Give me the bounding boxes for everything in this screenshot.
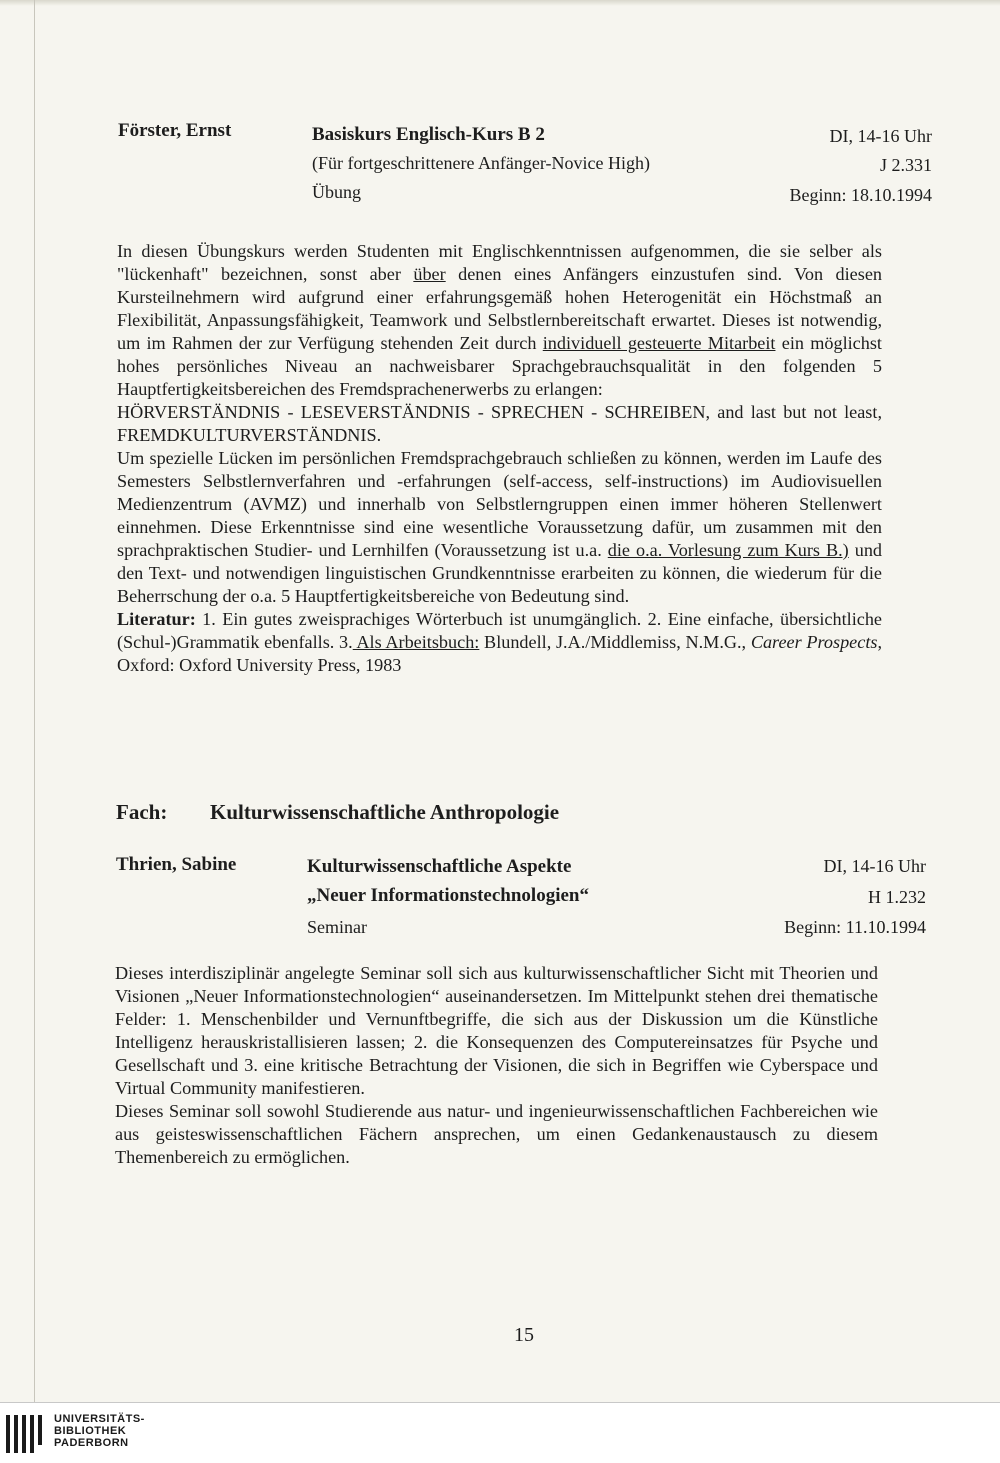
section-name: Kulturwissenschaftliche Anthropologie bbox=[210, 800, 560, 824]
literature-text: 1. Ein gutes zweisprachiges Wörterbuch ist unumgänglich. 2. Eine einfache, übersichtliche (Schul-)Grammatik ebenfalls. 3. bbox=[117, 609, 882, 652]
page-top-edge bbox=[0, 0, 1000, 6]
literature-underlined: Als Arbeitsbuch: bbox=[352, 632, 480, 652]
section-label: Fach: bbox=[116, 800, 168, 824]
course1-title: Basiskurs Englisch-Kurs B 2 bbox=[312, 124, 545, 145]
course1-skills: HÖRVERSTÄNDNIS - LESEVERSTÄNDNIS - SPRECHEN - SCHREIBEN, and last but not least, FREMDKULTURVERSTÄNDNIS. bbox=[117, 402, 882, 445]
desc-text: Um spezielle Lücken im persönlichen Fremdsprachgebrauch schließen zu können, werden im Laufe des Semesters Selbstlernverfahren und -erfahrungen (self-access, self-instructions) im Audiovisuellen Medienzentrum (AVMZ) und innerhalb von Selbstlerngruppen einen immer höheren Stellenwert einnehmen. Diese Erkenntnisse sind eine wesentliche Voraussetzung dafür, um zusammen mit den sprachpraktischen Studier- und Lernhilfen (Voraussetzung ist u.a. bbox=[117, 448, 882, 560]
course1-start: Beginn: 18.10.1994 bbox=[789, 185, 932, 205]
course2-lecturer: Thrien, Sabine bbox=[116, 854, 237, 875]
course2-time: DI, 14-16 Uhr bbox=[823, 856, 926, 876]
course1-desc-paragraph bbox=[117, 447, 882, 608]
desc-underlined-text: individuell gesteuerte Mitarbeit bbox=[542, 333, 776, 353]
desc-text: denen eines Anfängers einzustufen sind. Von diesen Kursteilnehmern wird aufgrund einer erfahrungsgemäß hohen Heterogenität ein Höchstmaß an Flexibilität, Anpassungsfähigkeit, Teamwork und Selbstlernbereitschaft erwartet. Dieses ist notwendig, um im Rahmen der zur Verfügung stehenden Zeit durch bbox=[117, 264, 882, 353]
library-logo-icon bbox=[6, 1415, 48, 1453]
literature-text: Blundell, J.A./Middlemiss, N.M.G., bbox=[479, 632, 751, 652]
logo-line-3: PADERBORN bbox=[54, 1437, 129, 1449]
desc-underlined-text: die o.a. Vorlesung zum Kurs B.) bbox=[607, 540, 849, 560]
course2-desc-paragraph-2: Dieses Seminar soll sowohl Studierende aus natur- und ingenieurwissenschaftlichen Fachbereichen wie aus geisteswissenschaftlichen Fächern ansprechen, um einen Gedankenaustausch zu diesem Themenbereich zu ermöglichen. bbox=[115, 1101, 878, 1167]
course1-subtitle: (Für fortgeschrittenere Anfänger-Novice High) bbox=[312, 153, 651, 173]
library-footer bbox=[0, 1402, 1000, 1463]
course2-type: Seminar bbox=[307, 917, 367, 937]
course2-title-line1: Kulturwissenschaftliche Aspekte bbox=[307, 856, 572, 877]
page-fold-line bbox=[34, 0, 35, 1402]
literature-book-title: Career Prospects bbox=[750, 632, 878, 652]
course2-desc-paragraph-1: Dieses interdisziplinär angelegte Seminar soll sich aus kulturwissenschaftlicher Sicht mit Theorien und Visionen „Neuer Informationstechnologien“ auseinandersetzen. Im Mittelpunkt stehen drei thematische Felder: 1. Menschenbilder und Vernunftbegriffe, die sich aus der Diskussion um die Künstliche Intelligenz herauskristallisieren lassen; 2. die Konsequenzen des Computereinsatzes für Psyche und Gesellschaft und 3. eine kritische Betrachtung der Visionen, die sich in Begriffen wie Cyberspace und Virtual Community manifestieren. bbox=[115, 963, 878, 1098]
library-logo-text bbox=[54, 1413, 145, 1449]
logo-line-2: BIBLIOTHEK bbox=[54, 1425, 127, 1437]
course1-description bbox=[117, 240, 882, 677]
course1-time: DI, 14-16 Uhr bbox=[829, 126, 932, 146]
desc-underlined-text: über bbox=[413, 264, 446, 284]
logo-line-1: UNIVERSITÄTS- bbox=[54, 1413, 145, 1425]
course2-title-line2: „Neuer Informationstechnologien“ bbox=[307, 885, 589, 906]
course1-room: J 2.331 bbox=[879, 155, 932, 175]
course1-lecturer: Förster, Ernst bbox=[118, 120, 232, 141]
literature-text: , Oxford: Oxford University Press, 1983 bbox=[117, 632, 882, 675]
desc-text: und den Text- und notwendigen linguistischen Grundkenntnisse erarbeiten zu können, die wiederum für die Beherrschung der o.a. 5 Hauptfertigkeitsbereiche von Bedeutung sind. bbox=[117, 540, 883, 606]
course1-type: Übung bbox=[312, 182, 361, 202]
desc-text: In diesen Übungskurs werden Studenten mit Englischkenntnissen aufgenommen, die sie selber als "lückenhaft" bezeichnen, sonst aber bbox=[117, 241, 882, 284]
course2-start: Beginn: 11.10.1994 bbox=[784, 917, 926, 937]
course2-room: H 1.232 bbox=[868, 887, 926, 907]
course1-literature bbox=[117, 608, 882, 677]
course1-desc-paragraph bbox=[117, 240, 882, 401]
literature-label: Literatur: bbox=[117, 609, 196, 629]
desc-text: ein möglichst hohes persönliches Niveau an nachweisbarer Sprachgebrauchsqualität in den folgenden 5 Hauptfertigkeitsbereichen des Fremdsprachenerwerbs zu erlangen: bbox=[117, 333, 882, 399]
page-number: 15 bbox=[514, 1324, 534, 1346]
course2-description bbox=[115, 962, 878, 1169]
